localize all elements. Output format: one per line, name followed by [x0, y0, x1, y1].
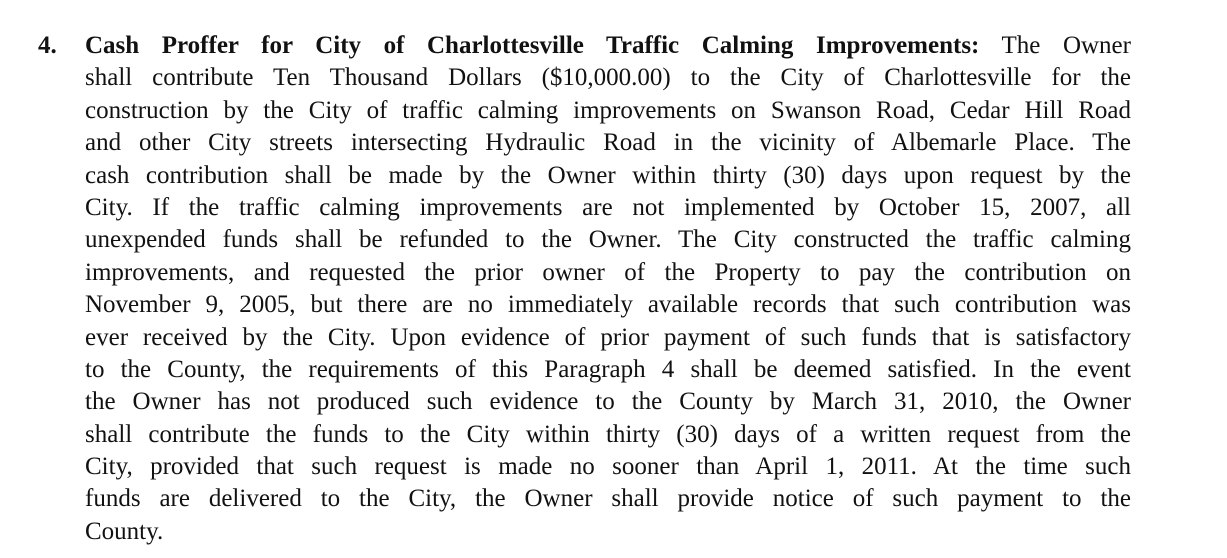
paragraph-line: funds are delivered to the City, the Owner shall provide notice of such payment to the	[85, 485, 1131, 513]
paragraph-line: cash contribution shall be made by the Owner within thirty (30) days upon request by the	[85, 161, 1131, 189]
paragraph-line: shall contribute the funds to the City within thirty (30) days of a written request from the	[85, 420, 1131, 448]
paragraph-line: City. If the traffic calming improvements are not implemented by October 15, 2007, all	[85, 193, 1131, 221]
paragraph-number: 4.	[38, 32, 57, 59]
paragraph-body	[85, 30, 1131, 548]
paragraph-line: shall contribute Ten Thousand Dollars ($10,000.00) to the City of Charlottesville for the	[85, 64, 1131, 92]
paragraph-line: ever received by the City. Upon evidence of prior payment of such funds that is satisfactory	[85, 323, 1131, 351]
paragraph-line: the Owner has not produced such evidence to the County by March 31, 2010, the Owner	[85, 388, 1131, 416]
heading-line-rest: The Owner	[1001, 32, 1131, 59]
paragraph-line: City, provided that such request is made no sooner than April 1, 2011. At the time such	[85, 453, 1131, 481]
paragraph-line: November 9, 2005, but there are no immediately available records that such contribution was	[85, 291, 1131, 319]
paragraph-heading: Cash Proffer for City of Charlottesville Traffic Calming Improvements:	[85, 32, 980, 59]
paragraph-line: and other City streets intersecting Hydraulic Road in the vicinity of Albemarle Place. The	[85, 129, 1131, 157]
paragraph-line: unexpended funds shall be refunded to the Owner. The City constructed the traffic calming	[85, 226, 1131, 254]
paragraph-line: to the County, the requirements of this Paragraph 4 shall be deemed satisfied. In the event	[85, 355, 1131, 383]
paragraph-line: improvements, and requested the prior owner of the Property to pay the contribution on	[85, 258, 1131, 286]
paragraph-line: construction by the City of traffic calming improvements on Swanson Road, Cedar Hill Road	[85, 96, 1131, 124]
paragraph-line-1	[85, 30, 1131, 62]
paragraph-line: County.	[85, 517, 164, 545]
